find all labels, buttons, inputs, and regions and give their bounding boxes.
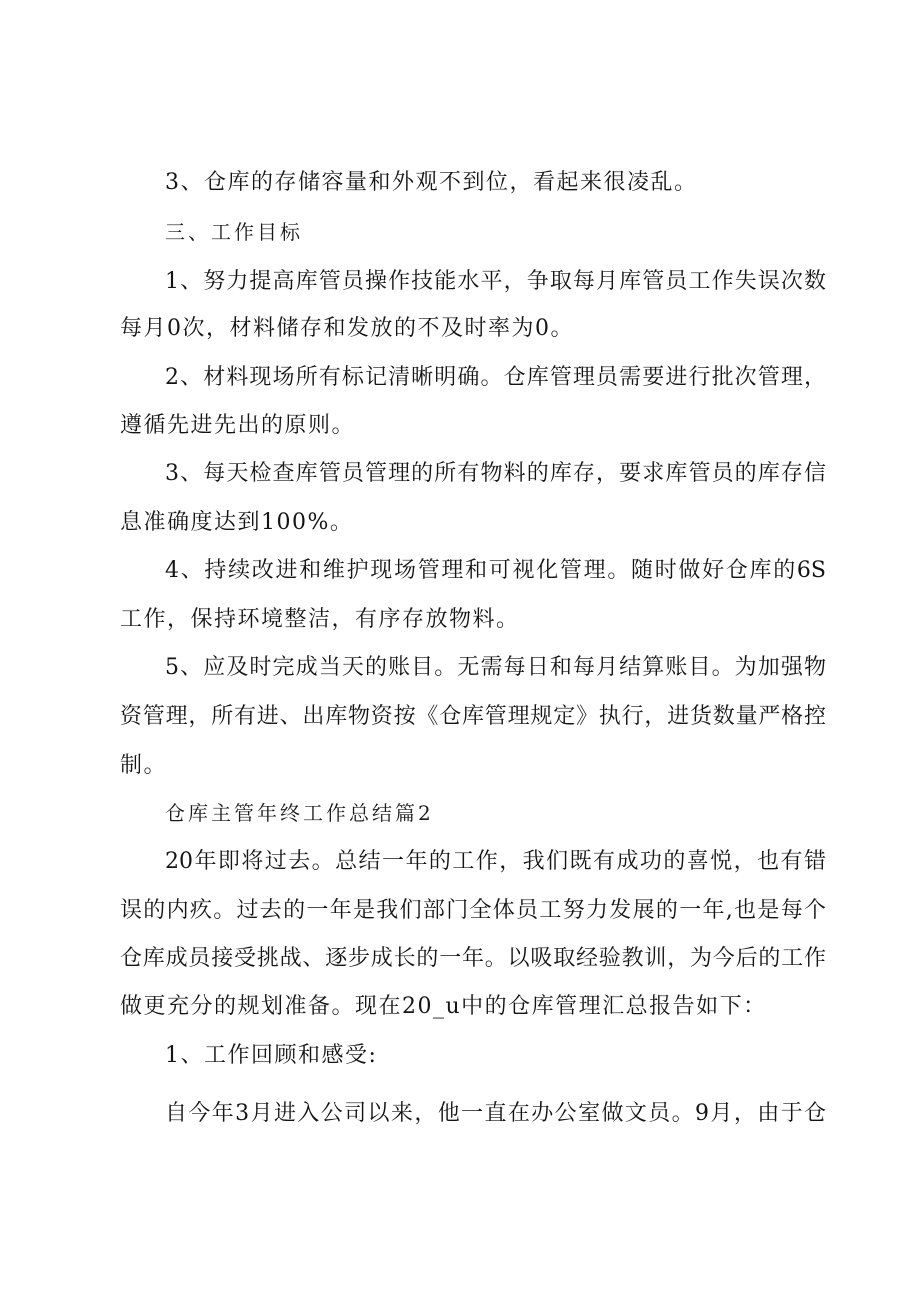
- paragraph-line: 做更充分的规划准备。现在20_u中的仓库管理汇总报告如下：: [120, 994, 767, 1019]
- paragraph-line: 20年即将过去。总结一年的工作，我们既有成功的喜悦，也有错: [165, 849, 826, 874]
- paragraph-line: 4、持续改进和维护现场管理和可视化管理。随时做好仓库的6S: [165, 558, 826, 583]
- paragraph-line: 3、仓库的存储容量和外观不到位，看起来很凌乱。: [165, 170, 698, 195]
- paragraph-line: 1、努力提高库管员操作技能水平，争取每月库管员工作失误次数: [165, 269, 826, 294]
- paragraph-line: 误的内疚。过去的一年是我们部门全体员工努力发展的一年,也是每个: [120, 898, 826, 923]
- paragraph-line: 3、每天检查库管员管理的所有物料的库存，要求库管员的库存信: [165, 461, 826, 486]
- paragraph-line: 仓库成员接受挑战、逐步成长的一年。以吸取经验教训，为今后的工作: [120, 946, 826, 971]
- paragraph-line: 自今年3月进入公司以来，他一直在办公室做文员。9月，由于仓: [165, 1101, 826, 1126]
- paragraph-line: 2、材料现场所有标记清晰明确。仓库管理员需要进行批次管理，: [165, 365, 826, 390]
- section-heading: 仓库主管年终工作总结篇2: [165, 801, 434, 825]
- paragraph-line: 5、应及时完成当天的账目。无需每日和每月结算账目。为加强物: [165, 655, 826, 680]
- paragraph-line: 制。: [120, 753, 168, 778]
- paragraph-line: 遵循先进先出的原则。: [120, 413, 356, 438]
- paragraph-line: 资管理，所有进、出库物资按《仓库管理规定》执行，进货数量严格控: [120, 704, 826, 729]
- paragraph-line: 息准确度达到100%。: [120, 510, 354, 535]
- paragraph-line: 1、工作回顾和感受:: [165, 1043, 378, 1068]
- section-heading: 三、工作目标: [165, 220, 303, 244]
- paragraph-line: 每月0次，材料储存和发放的不及时率为0。: [120, 316, 574, 341]
- paragraph-line: 工作，保持环境整洁，有序存放物料。: [120, 607, 520, 632]
